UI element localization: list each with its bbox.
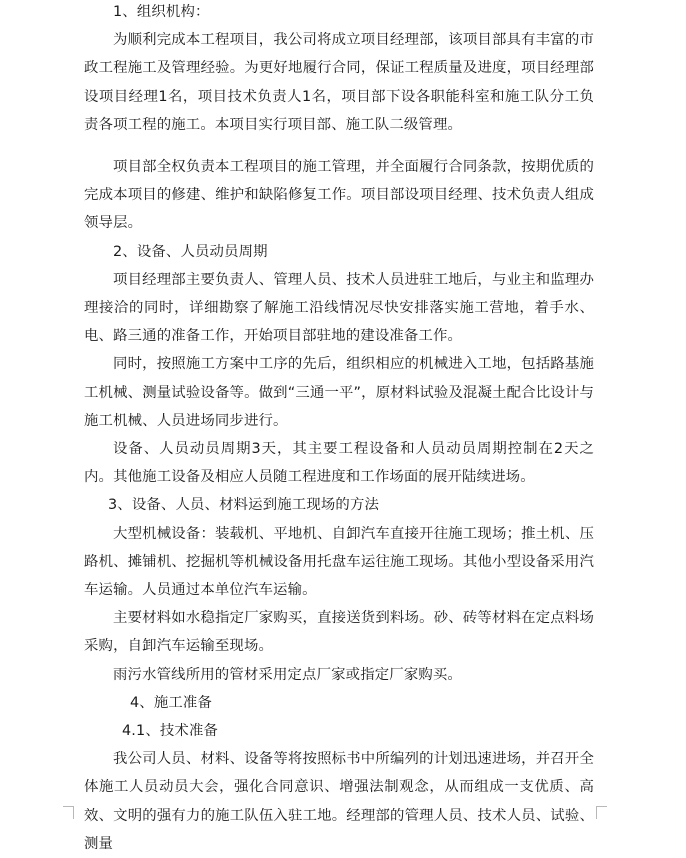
- section-heading-organization: 1、组织机构：: [113, 4, 210, 20]
- document-body: [84, 0, 594, 858]
- paragraph-organization-overview: 为顺利完成本工程项目，我公司将成立项目经理部，该项目部具有丰富的市政工程施工及管理经验。为更好地履行合同，保证工程质量及进度，项目经理部设项目经理1名，项目技术负责人1名，项目部下设各职能科室和施工队分工负责各项工程的施工。本项目实行项目部、施工队二级管理。: [84, 32, 594, 133]
- paragraph-project-department-duties: 项目部全权负责本工程项目的施工管理，并全面履行合同条款，按期优质的完成本项目的修建、维护和缺陷修复工作。项目部设项目经理、技术负责人组成领导层。: [84, 159, 594, 232]
- paragraph-main-materials: 主要材料如水稳指定厂家购买，直接送货到料场。砂、砖等材料在定点料场采购，自卸汽车运输至现场。: [84, 610, 594, 655]
- paragraph-machinery-entry: 同时，按照施工方案中工序的先后，组织相应的机械进入工地，包括路基施工机械、测量试验设备等。做到“三通一平”，原材料试验及混凝土配合比设计与施工机械、人员进场同步进行。: [84, 356, 594, 429]
- paragraph-mobilization-duration: 设备、人员动员周期3天，其主要工程设备和人员动员周期控制在2天之内。其他施工设备及相应人员随工程进度和工作场面的展开陆续进场。: [84, 441, 594, 486]
- paragraph-personnel-mobilization: 我公司人员、材料、设备等将按照标书中所编列的计划迅速进场，并召开全体施工人员动员大会，强化合同意识、增强法制观念，从而组成一支优质、高效、文明的强有力的施工队伍入驻工地。经理部的管理人员、技术人员、试验、测量: [84, 751, 594, 852]
- section-heading-mobilization-period: 2、设备、人员动员周期: [113, 243, 268, 260]
- section-heading-construction-preparation: 4、施工准备: [130, 694, 213, 711]
- subsection-heading-technical-preparation: 4.1、技术准备: [122, 723, 219, 740]
- paragraph-large-equipment: 大型机械设备：装载机、平地机、自卸汽车直接开往施工现场；推土机、压路机、摊铺机、挖掘机等机械设备用托盘车运往施工现场。其他小型设备采用汽车运输。人员通过本单位汽车运输。: [84, 525, 594, 599]
- paragraph-pipe-materials: 雨污水管线所用的管材采用定点厂家或指定厂家购买。: [113, 666, 462, 683]
- paragraph-site-entry: 项目经理部主要负责人、管理人员、技术人员进驻工地后，与业主和监理办理接洽的同时，详细勘察了解施工沿线情况尽快安排落实施工营地，着手水、电、路三通的准备工作，开始项目部驻地的建设准备工作。: [84, 271, 594, 345]
- section-heading-transport-method: 3、设备、人员、材料运到施工现场的方法: [108, 497, 380, 514]
- page-corner-mark-right: [596, 806, 607, 819]
- page-corner-mark-left: [63, 806, 74, 819]
